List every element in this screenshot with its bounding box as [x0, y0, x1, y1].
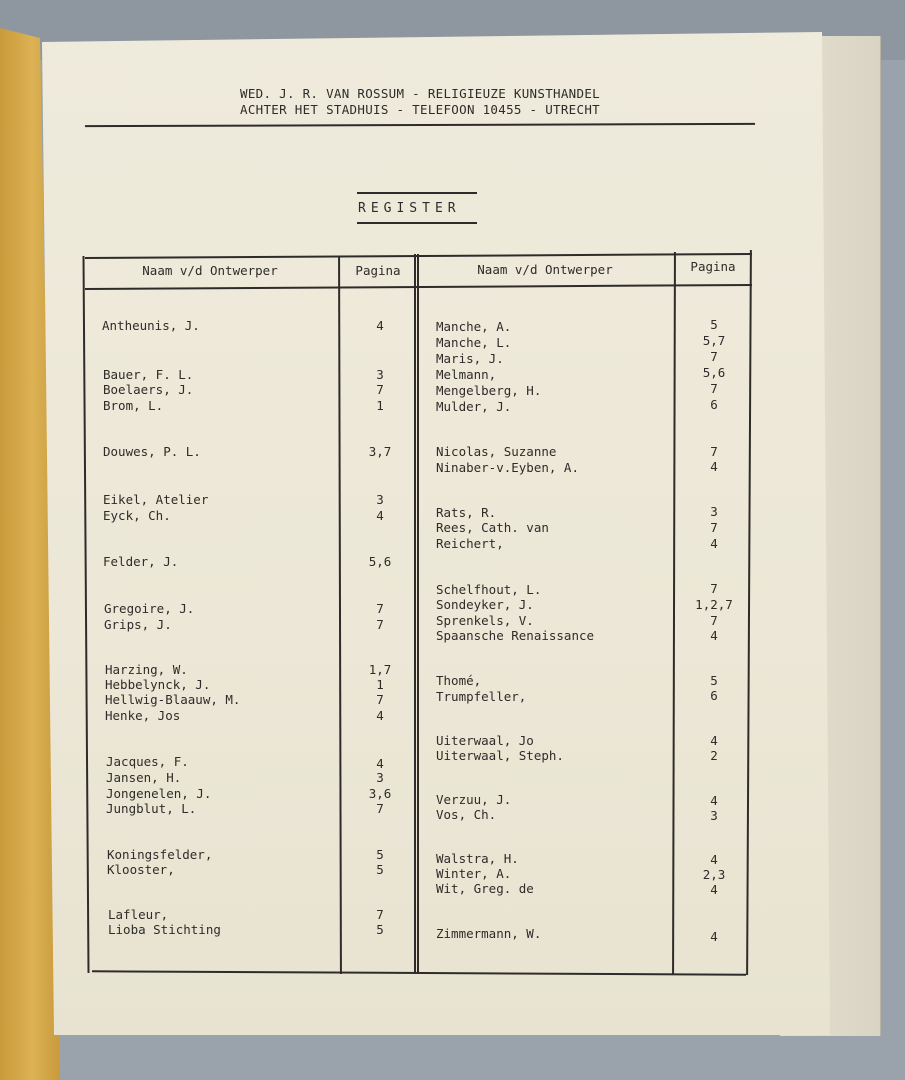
- entry-page: 4: [710, 929, 718, 944]
- entry-page: 1,2,7: [695, 597, 733, 612]
- title-rule-top: [357, 192, 477, 194]
- col-header-page-right: Pagina: [690, 259, 736, 274]
- entry-page: 7: [376, 382, 384, 397]
- entry-page: 3: [376, 770, 384, 785]
- entry-name: Ninaber-v.Eyben, A.: [436, 460, 579, 475]
- entry-name: Sondeyker, J.: [436, 597, 534, 612]
- entry-page: 4: [710, 536, 718, 551]
- entry-page: 3: [710, 808, 718, 823]
- entry-page: 3: [376, 367, 384, 382]
- entry-page: 5,7: [702, 333, 726, 348]
- entry-page: 4: [376, 756, 384, 771]
- entry-name: Nicolas, Suzanne: [436, 444, 557, 459]
- entry-page: 7: [710, 520, 718, 535]
- entry-page: 5: [376, 922, 384, 937]
- entry-page: 4: [376, 318, 384, 333]
- entry-page: 7: [710, 349, 718, 364]
- entry-page: 1: [376, 677, 384, 692]
- entry-page: 2,3: [702, 867, 726, 882]
- header-rule: [85, 123, 755, 127]
- entry-page: 5: [376, 847, 384, 862]
- entry-name: Rees, Cath. van: [436, 520, 549, 535]
- entry-name: Winter, A.: [436, 866, 512, 881]
- header-line-1: WED. J. R. VAN ROSSUM - RELIGIEUZE KUNSTHANDEL: [240, 86, 600, 101]
- entry-name: Manche, A.: [436, 319, 512, 334]
- entry-page: 7: [710, 381, 718, 396]
- entry-name: Koningsfelder,: [107, 847, 213, 862]
- entry-page: 4: [710, 793, 718, 808]
- entry-page: 3: [376, 492, 384, 507]
- entry-name: Schelfhout, L.: [436, 582, 542, 597]
- entry-page: 7: [710, 581, 718, 596]
- entry-page: 4: [710, 733, 718, 748]
- entry-page: 4: [710, 882, 718, 897]
- entry-page: 5: [710, 673, 718, 688]
- register-title: REGISTER: [358, 201, 461, 216]
- entry-name: Trumpfeller,: [436, 689, 527, 704]
- title-rule-bottom: [357, 222, 477, 224]
- entry-page: 1: [376, 398, 384, 413]
- entry-page: 6: [710, 688, 718, 703]
- entry-name: Spaansche Renaissance: [436, 628, 595, 643]
- entry-page: 4: [710, 459, 718, 474]
- col-header-name-right: Naam v/d Ontwerper: [477, 262, 613, 277]
- entry-page: 4: [710, 852, 718, 867]
- entry-name: Douwes, P. L.: [103, 444, 201, 459]
- entry-name: Thomé,: [436, 673, 482, 688]
- entry-name: Bauer, F. L.: [103, 367, 194, 382]
- entry-page: 7: [376, 692, 384, 707]
- col-header-page-left: Pagina: [355, 263, 401, 278]
- entry-name: Lafleur,: [108, 907, 169, 922]
- entry-name: Harzing, W.: [105, 662, 188, 677]
- entry-page: 6: [710, 397, 718, 412]
- header-line-2: ACHTER HET STADHUIS - TELEFOON 10455 - UTRECHT: [240, 102, 600, 117]
- entry-name: Uiterwaal, Steph.: [436, 748, 564, 763]
- entry-page: 3,6: [368, 786, 392, 801]
- entry-page: 5: [376, 862, 384, 877]
- entry-name: Maris, J.: [436, 351, 504, 366]
- entry-page: 5,6: [368, 554, 392, 569]
- entry-name: Uiterwaal, Jo: [436, 733, 534, 748]
- entry-name: Gregoire, J.: [104, 601, 195, 616]
- entry-name: Melmann,: [436, 367, 497, 382]
- entry-page: 7: [710, 613, 718, 628]
- entry-name: Eyck, Ch.: [103, 508, 171, 523]
- entry-name: Lioba Stichting: [108, 922, 221, 937]
- entry-page: 7: [376, 601, 384, 616]
- entry-page: 3,7: [368, 444, 392, 459]
- entry-page: 7: [376, 907, 384, 922]
- entry-page: 4: [376, 508, 384, 523]
- entry-name: Rats, R.: [436, 505, 497, 520]
- entry-page: 1,7: [368, 662, 392, 677]
- entry-name: Antheunis, J.: [102, 318, 200, 333]
- entry-name: Walstra, H.: [436, 851, 519, 866]
- entry-name: Reichert,: [436, 536, 504, 551]
- entry-page: 5,6: [702, 365, 726, 380]
- entry-name: Vos, Ch.: [436, 807, 497, 822]
- entry-name: Zimmermann, W.: [436, 926, 542, 941]
- entry-name: Jacques, F.: [106, 754, 189, 769]
- entry-name: Jongenelen, J.: [106, 786, 212, 801]
- entry-name: Eikel, Atelier: [103, 492, 209, 507]
- entry-name: Grips, J.: [104, 617, 172, 632]
- entry-page: 2: [710, 748, 718, 763]
- entry-page: 7: [710, 444, 718, 459]
- entry-page: 4: [376, 708, 384, 723]
- entry-name: Henke, Jos: [105, 708, 181, 723]
- entry-name: Sprenkels, V.: [436, 613, 534, 628]
- entry-name: Verzuu, J.: [436, 792, 512, 807]
- entry-name: Felder, J.: [103, 554, 179, 569]
- entry-name: Wit, Greg. de: [436, 881, 534, 896]
- entry-name: Mulder, J.: [436, 399, 512, 414]
- entry-name: Brom, L.: [103, 398, 164, 413]
- entry-name: Klooster,: [107, 862, 175, 877]
- entry-page: 4: [710, 628, 718, 643]
- entry-name: Jungblut, L.: [106, 801, 197, 816]
- col-header-name-left: Naam v/d Ontwerper: [142, 263, 278, 278]
- entry-name: Manche, L.: [436, 335, 512, 350]
- entry-page: 7: [376, 617, 384, 632]
- entry-name: Mengelberg, H.: [436, 383, 542, 398]
- entry-page: 7: [376, 801, 384, 816]
- entry-name: Hellwig-Blaauw, M.: [105, 692, 241, 707]
- entry-page: 3: [710, 504, 718, 519]
- entry-name: Boelaers, J.: [103, 382, 194, 397]
- entry-page: 5: [710, 317, 718, 332]
- entry-name: Hebbelynck, J.: [105, 677, 211, 692]
- entry-name: Jansen, H.: [106, 770, 182, 785]
